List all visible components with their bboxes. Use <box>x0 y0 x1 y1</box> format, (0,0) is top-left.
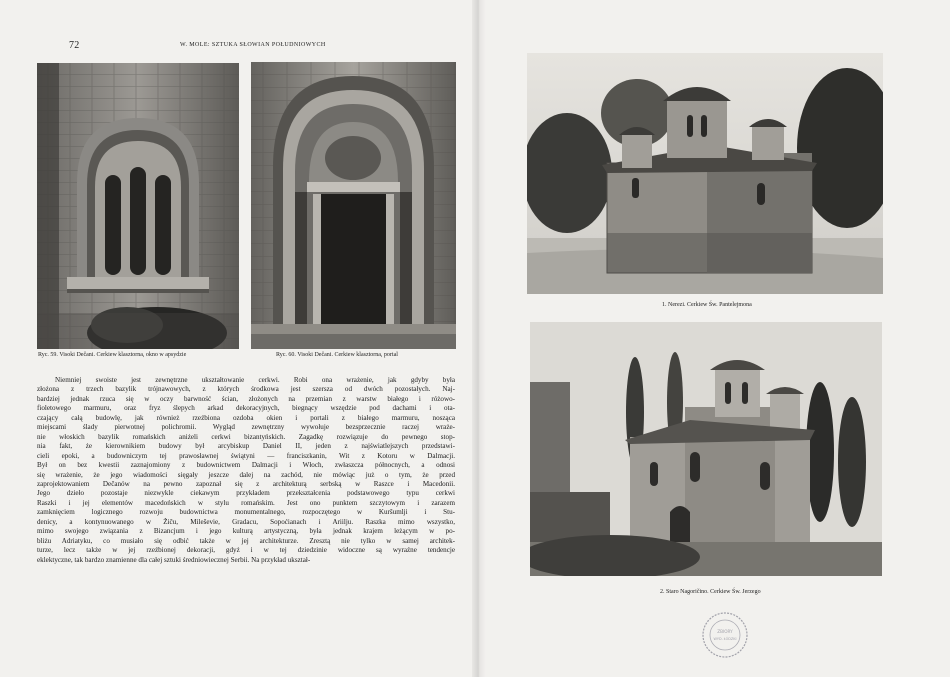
figure-1-nerezi-church-photo <box>527 53 883 294</box>
body-text-line: zaprojektowaniem Dečanów na pewno zapoznał się z architekturą serbską w Raszce i Macedonii. <box>37 479 455 488</box>
figure-2-staro-nagoricino-church-photo <box>530 322 882 576</box>
body-text-line: bliżu Adriatyku, co musiało się odbić także w jej architekturze. Zresztą nie tylko w samej architek- <box>37 536 455 545</box>
body-text-line: nia fakt, że kierownikiem budowy był arcybiskup Daniel II, jeden z najświatlejszych przedstawi- <box>37 442 455 451</box>
body-text-line: Niemniej swoiste jest zewnętrzne ukształtowanie cerkwi. Robi ona wrażenie, jak gdyby była <box>55 376 455 384</box>
body-text-line: nie włoskich bazylik romańskich aniżeli cerkwi bizantyńskich. Zagadkę rozwiązuje do pewnego stop- <box>37 432 455 441</box>
body-text-line: turze, lecz także w jej rzeźbionej dekoracji, gdyż i w tej dziedzinie widoczne są wyraźne tendencje <box>37 546 455 555</box>
body-text-line: eklektyczne, tak bardzo znamienne dla całej sztuki średniowiecznej Serbii. Na przykład ukształ- <box>37 555 311 564</box>
body-text-line: Raszki i jej elementów macedońskich w stylu romańskim. Jest ono punktem szczytowym i zarazem <box>37 498 455 507</box>
body-text <box>37 376 455 565</box>
stamp-text-bottom: WYD. ŁÓDZKI <box>713 637 737 641</box>
body-text-line: bardziej jednak rzuca się w oczy barwność ścian, złożonych na przemian z warstw białego i różowo- <box>37 394 455 403</box>
figure-2-caption: 2. Staro Nagoričino. Cerkiew Św. Jerzego <box>660 589 761 595</box>
stamp-text-top: ZBIORY <box>717 629 733 634</box>
body-text-line: zamknięciem logicznego rozwoju budownictwa monumentalnego, rozpoczętego w Kuršumlji i Stu- <box>37 508 455 517</box>
running-head: W. MOLE: SZTUKA SŁOWIAN POŁUDNIOWYCH <box>180 42 326 48</box>
body-text-line: miejscami ślady pierwotnej polichromii. Wygląd zewnętrzny wywołuje bezsprzecznie raczej wraże- <box>37 423 455 432</box>
figure-60-caption: Ryc. 60. Visoki Dečani. Cerkiew klasztorna, portal <box>276 352 398 358</box>
body-text-line: denicy, a kontynuowanego w Žiču, Mileševie, Gradacu, Sopoćianach i Ariilju. Raszka mimo wszystko, <box>37 517 455 526</box>
body-text-line: Był on bez kwestii zaznajomiony z budownictwem Dalmacji i Włoch, zwłaszcza północnych, a odnosi <box>37 461 455 470</box>
body-text-line: cieli epoki, a budowniczym tej prawosławnej świątyni — franciszkanin, Wit z Kotoru w Dalmacji. <box>37 451 455 460</box>
body-text-line: czający całą budowlę, jak również rzeźbiona ozdoba okien i portali z białego marmuru, nosząca <box>37 413 455 422</box>
page-number: 72 <box>69 40 80 51</box>
figure-1-caption: 1. Nerezi. Cerkiew Św. Pantelejmona <box>662 302 752 308</box>
body-text-line: Jego dzieło pozostaje niezwykle ciekawym przykładem przekształcenia podstawowego typu cerkwi <box>37 489 455 498</box>
figure-59-caption: Ryc. 59. Visoki Dečani. Cerkiew klasztorna, okno w apsydzie <box>38 352 187 358</box>
figure-60-portal-photo <box>251 62 456 349</box>
body-text-line: się wrażenie, że jego wiadomości sięgały jeszcze dalej na zachód, nie mówiąc już o tym, że przed <box>37 470 455 479</box>
body-text-line: fioletowego marmuru, oraz fryz ślepych arkad dekoracyjnych, biegnący wszędzie pod dachami i ota- <box>37 404 455 413</box>
body-text-line: mimo swojego związania z Bizancjum i jego kulturą artystyczną, była jednak krajem leżącym w po- <box>37 527 455 536</box>
body-text-line: złożona z trzech bazylik trójnawowych, z których środkowa jest szersza od dwóch pozostałych. Naj- <box>37 385 455 394</box>
figure-59-apse-window-photo <box>37 63 239 349</box>
library-stamp <box>700 610 750 660</box>
